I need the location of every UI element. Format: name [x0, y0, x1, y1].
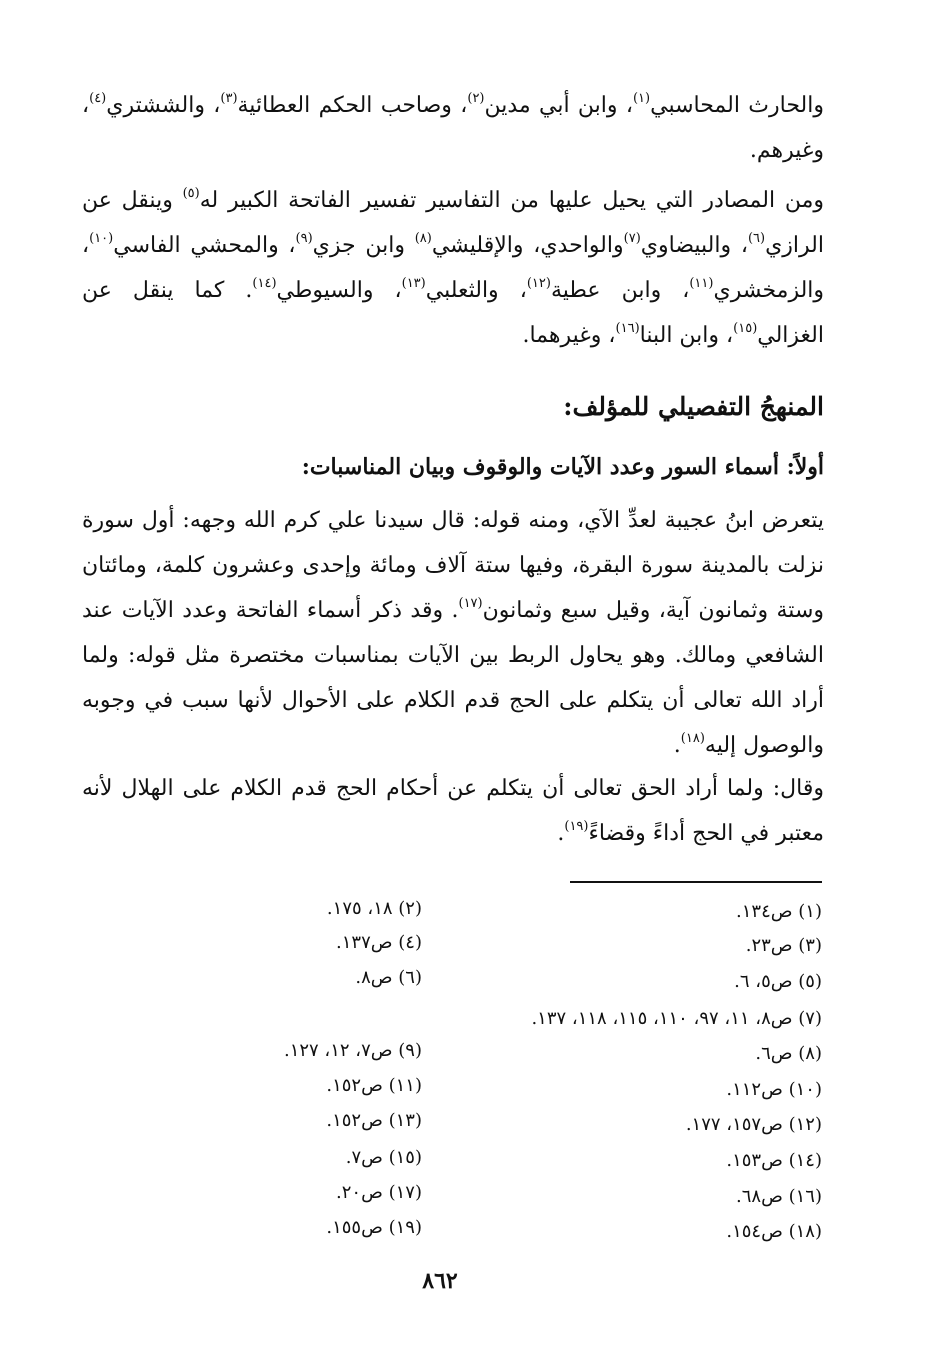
page-number: ٨٦٢	[422, 1268, 458, 1294]
footnote-5: (٥) ص٥، ٦.	[734, 971, 822, 992]
paragraph-verse-count: يتعرض ابنُ عجيبة لعدِّ الآي، ومنه قوله: قال سيدنا علي كرم الله وجهه: أول سورة نزلت بالمدينة سورة البقرة، وفيها ستة آلاف ومائة وإحدى وعشرون كلمة، ومائتان وستة وثمانون آية، وقيل سبع وثمانون$^{(١٧)}$. وقد ذكر أسماء الفاتحة وعدد الآيات عند الشافعي ومالك. وهو يحاول الربط بين الآيات بمناسبات مختصرة مثل قوله: ولما أراد الله تعالى أن يتكلم على الحج قدم الكلام على الأحوال لأنها سبب في وجوبه والوصول إليه$^{(١٨)}$.	[82, 508, 825, 758]
footnote-15: (١٥) ص٧.	[345, 1147, 422, 1168]
footnote-13: (١٣) ص١٥٢.	[326, 1110, 422, 1131]
footnote-11: (١١) ص١٥٢.	[326, 1075, 422, 1096]
footnote-10: (١٠) ص١١٢.	[726, 1079, 822, 1100]
footnote-12: (١٢) ص١٥٧، ١٧٧.	[685, 1114, 822, 1135]
paragraph-sources-sufi: والحارث المحاسبي$^{(١)}$، وابن أبي مدين$^{(٢)}$، وصاحب الحكم العطائية$^{(٣)}$، والششتري$^{(٤)}$، وغيرهم.	[82, 91, 824, 163]
footnote-6: (٦) ص٨.	[355, 967, 422, 988]
section-heading: المنهجُ التفصيلي للمؤلف:	[563, 392, 824, 421]
paragraph-sources-tafsir: ومن المصادر التي يحيل عليها من التفاسير تفسير الفاتحة الكبير له$^{(٥)}$ وينقل عن الرازي$^{(٦)}$، والبيضاوي$^{(٧)}$والواحدي، والإقليشي$^{(٨)}$ وابن جزي$^{(٩)}$، والمحشي الفاسي$^{(١٠)}$، والزمخشري$^{(١١)}$، وابن عطية$^{(١٢)}$، والثعلبي$^{(١٣)}$، والسيوطي$^{(١٤)}$. كما ينقل عن الغزالي$^{(١٥)}$، وابن البنا$^{(١٦)}$، وغيرهما.	[82, 186, 825, 348]
footnote-1: (١) ص١٣٤.	[736, 901, 822, 922]
footnote-8: (٨) ص٦.	[755, 1043, 822, 1064]
footnote-17: (١٧) ص٢٠.	[336, 1182, 422, 1203]
footnote-7: (٧) ص٨، ١١، ٩٧، ١١٠، ١١٥، ١١٨، ١٣٧.	[531, 1008, 822, 1029]
footnote-2: (٢) ١٨، ١٧٥.	[326, 898, 422, 919]
footnote-4: (٤) ص١٣٧.	[336, 932, 422, 953]
footnote-divider	[570, 881, 822, 883]
subsection-heading: أولاً: أسماء السور وعدد الآيات والوقوف وبيان المناسبات:	[301, 454, 824, 480]
footnote-18: (١٨) ص١٥٤.	[726, 1221, 822, 1242]
footnote-3: (٣) ص٢٣.	[745, 935, 822, 956]
paragraph-hajj: وقال: ولما أراد الحق تعالى أن يتكلم عن أحكام الحج قدم الكلام على الهلال لأنه معتبر في الحج أداءً وقضاءً$^{(١٩)}$.	[82, 776, 824, 846]
footnote-19: (١٩) ص١٥٥.	[326, 1217, 422, 1238]
footnote-16: (١٦) ص٦٨.	[736, 1186, 822, 1207]
footnote-14: (١٤) ص١٥٣.	[726, 1150, 822, 1171]
footnote-9: (٩) ص٧، ١٢، ١٢٧.	[283, 1040, 422, 1061]
